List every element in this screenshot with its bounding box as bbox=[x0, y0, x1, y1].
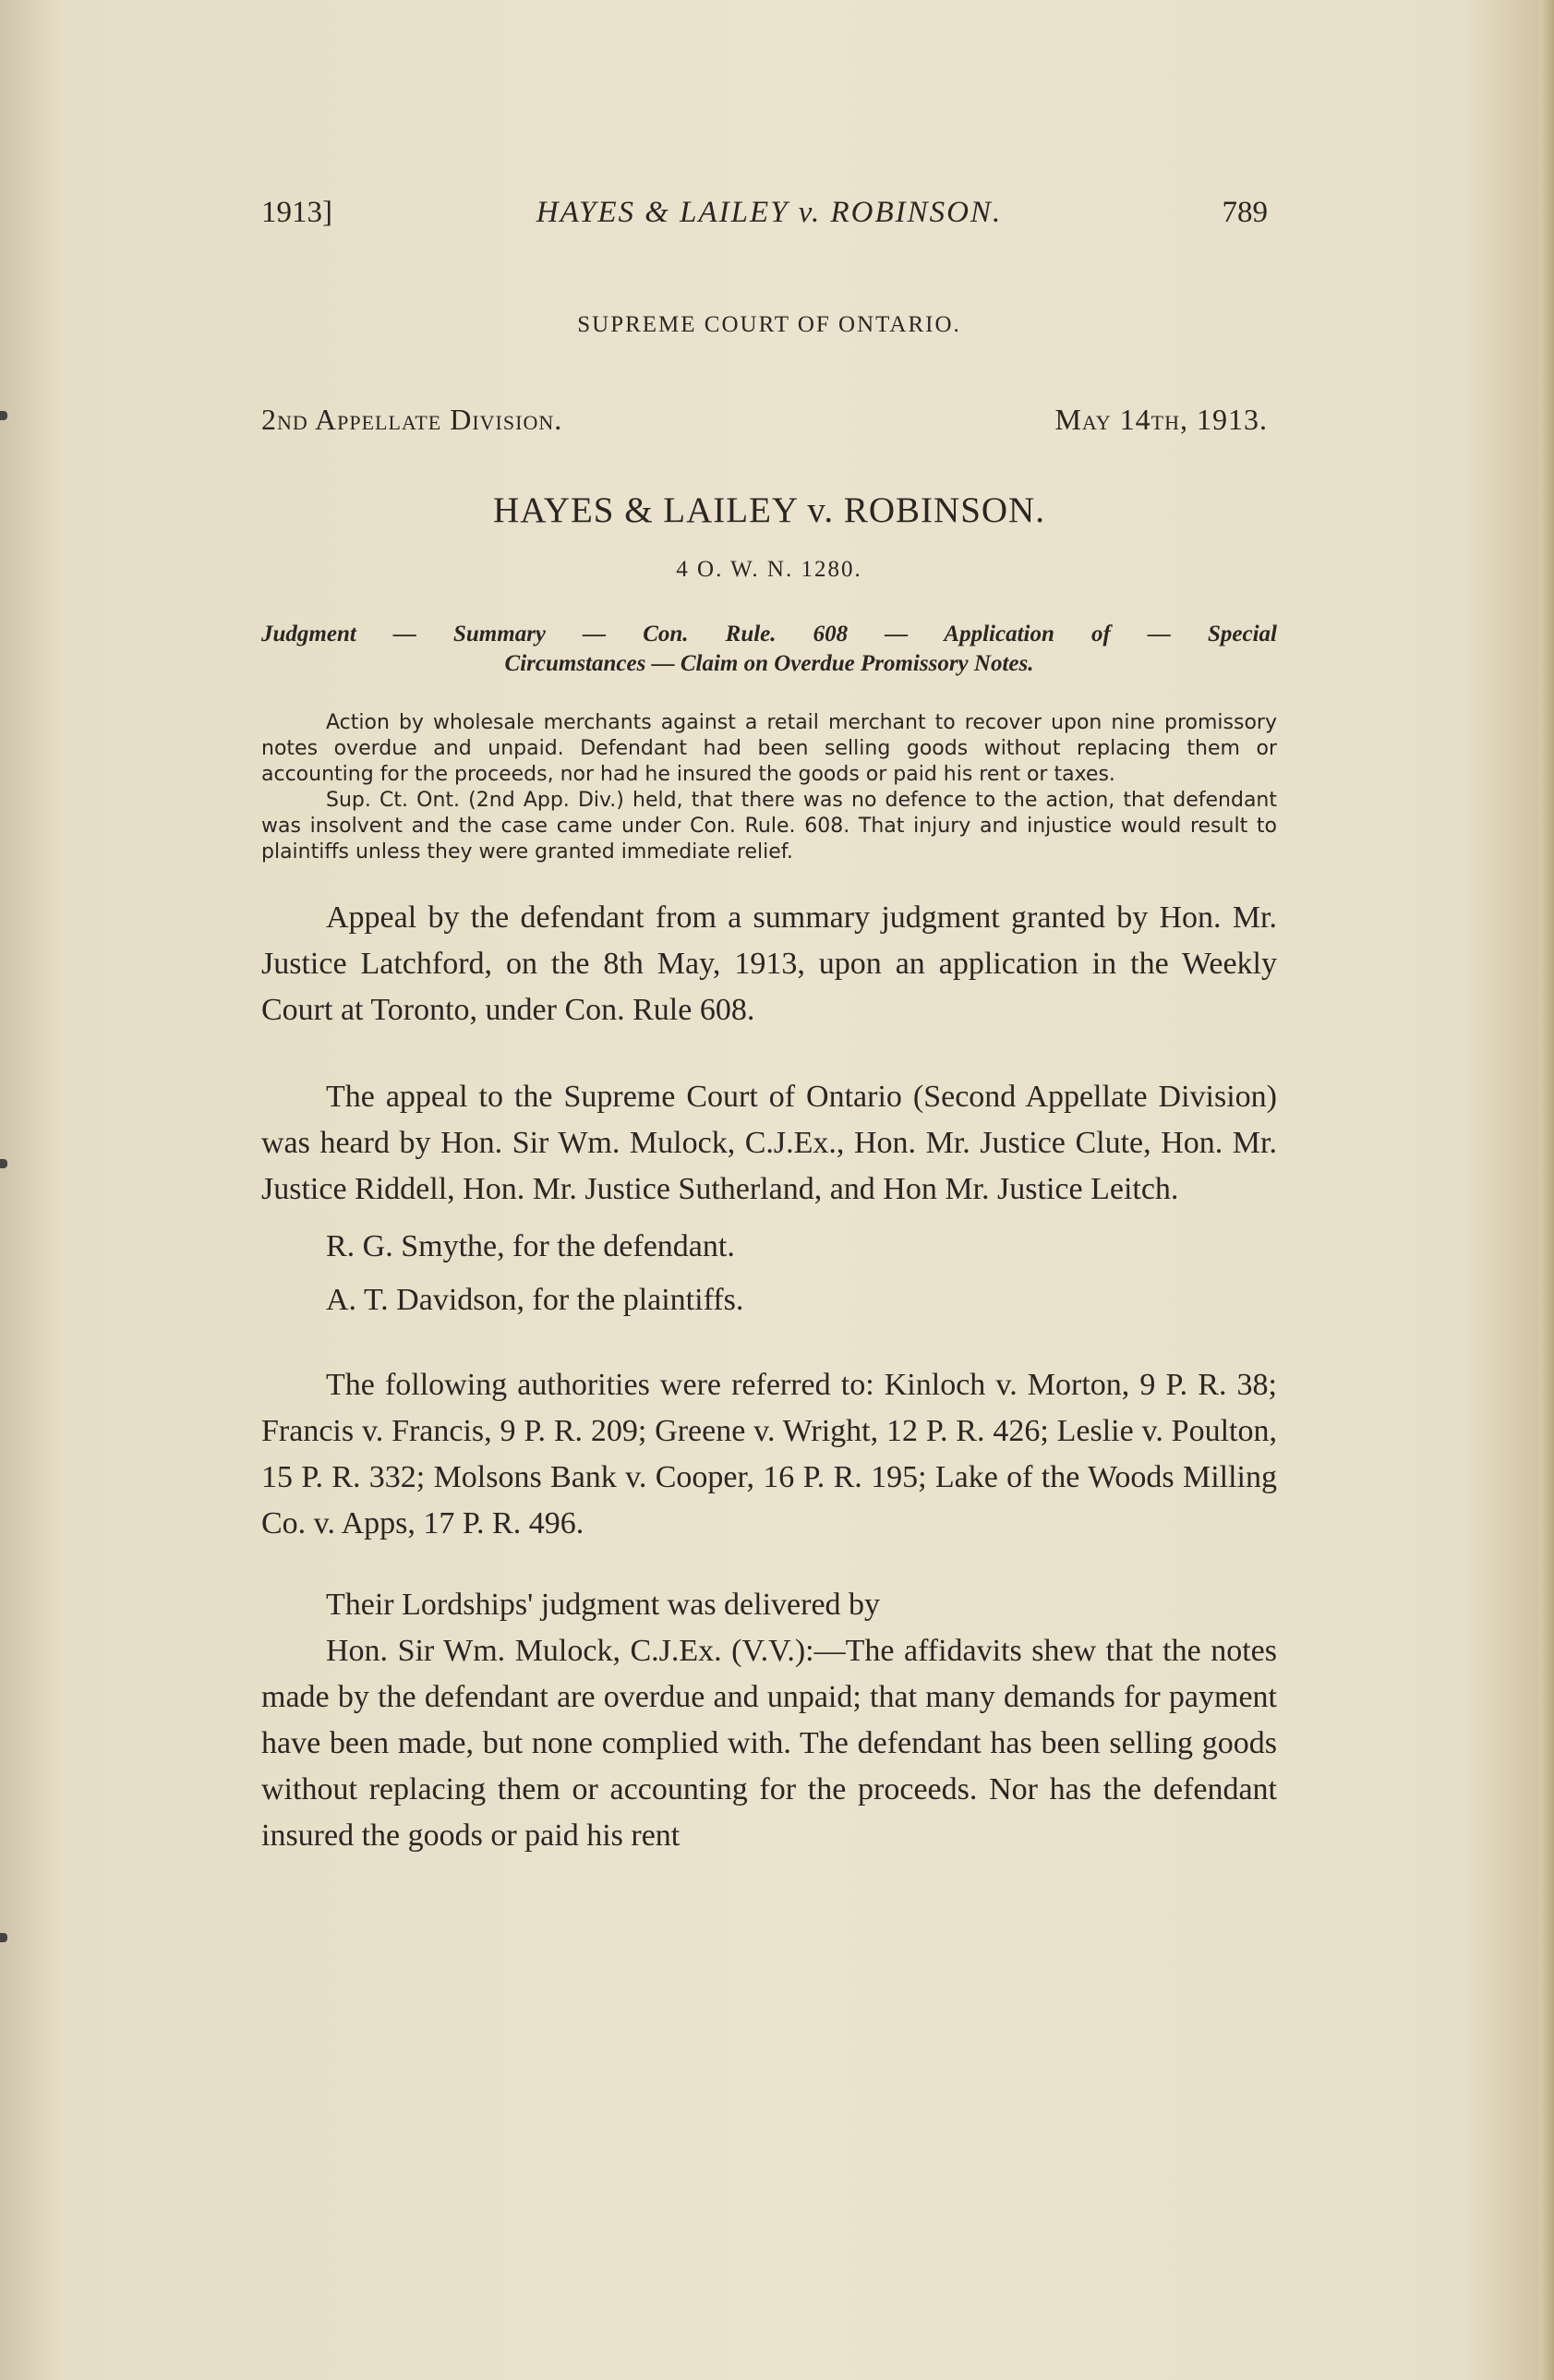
division-line bbox=[261, 403, 1277, 449]
court-name: SUPREME COURT OF ONTARIO. bbox=[577, 312, 961, 337]
running-head-title: HAYES & LAILEY v. ROBINSON. bbox=[536, 196, 1003, 229]
citation: 4 O. W. N. 1280. bbox=[676, 557, 862, 582]
page-content bbox=[261, 185, 1277, 1859]
summary-paragraph: Action by wholesale merchants against a retail merchant to recover upon nine promissory notes overdue and unpaid. Defendant had been selling goods without replacing them or accounting for the proceeds, nor had he insured the goods or paid his rent or taxes. bbox=[261, 711, 1277, 786]
authorities-paragraph: The following authorities were referred to: Kinloch v. Morton, 9 P. R. 38; Francis v. Francis, 9 P. R. 209; Greene v. Wright, 12 P. R. 426; Leslie v. Poulton, 15 P. R. 332; Molsons Bank v. Cooper, 16 P. R. 195; Lake of the Woods Milling Co. v. Apps, 17 P. R. 496. bbox=[261, 1368, 1277, 1540]
margin-mark bbox=[0, 1159, 7, 1168]
running-head-year: 1913] bbox=[261, 196, 332, 229]
case-title: HAYES & LAILEY v. ROBINSON. bbox=[493, 490, 1045, 530]
margin-mark bbox=[0, 1933, 7, 1942]
division: 2nd Appellate Division. bbox=[261, 403, 563, 436]
headnote-title-line2: Circumstances — Claim on Overdue Promissory Notes. bbox=[504, 651, 1034, 676]
margin-mark bbox=[0, 411, 7, 420]
page-edge bbox=[1539, 0, 1554, 2380]
headnote-title-line1: Judgment — Summary — Con. Rule. 608 — Application of — Special bbox=[261, 622, 1277, 646]
decision-date: May 14th, 1913. bbox=[1054, 403, 1268, 436]
body-paragraph: Appeal by the defendant from a summary judgment granted by Hon. Mr. Justice Latchford, on the 8th May, 1913, upon an application in the Weekly Court at Toronto, under Con. Rule 608. bbox=[261, 900, 1277, 1027]
headnote-title bbox=[261, 620, 1277, 679]
counsel-plaintiffs: A. T. Davidson, for the plaintiffs. bbox=[326, 1283, 744, 1317]
judgment-text: Hon. Sir Wm. Mulock, C.J.Ex. (V.V.):—The affidavits shew that the notes made by the defendant are overdue and unpaid; that many demands for payment have been made, but none complied with. The defendant has been selling goods without replacing them or accounting for the proceeds. Nor has the defendant insured the goods or paid his rent bbox=[261, 1634, 1277, 1853]
running-head bbox=[261, 185, 1277, 240]
counsel-defendant: R. G. Smythe, for the defendant. bbox=[326, 1229, 735, 1263]
summary-paragraph: Sup. Ct. Ont. (2nd App. Div.) held, that there was no defence to the action, that defendant was insolvent and the case came under Con. Rule. 608. That injury and injustice would result to plaintiffs unless they were granted immediate relief. bbox=[261, 789, 1277, 864]
body-paragraph: The appeal to the Supreme Court of Ontario (Second Appellate Division) was heard by Hon. Sir Wm. Mulock, C.J.Ex., Hon. Mr. Justice Clute, Hon. Mr. Justice Riddell, Hon. Mr. Justice Sutherland, and Hon Mr. Justice Leitch. bbox=[261, 1080, 1277, 1206]
page-number: 789 bbox=[1222, 196, 1268, 229]
judgment-intro: Their Lordships' judgment was delivered by bbox=[326, 1588, 881, 1622]
headnote-summary bbox=[261, 710, 1277, 865]
